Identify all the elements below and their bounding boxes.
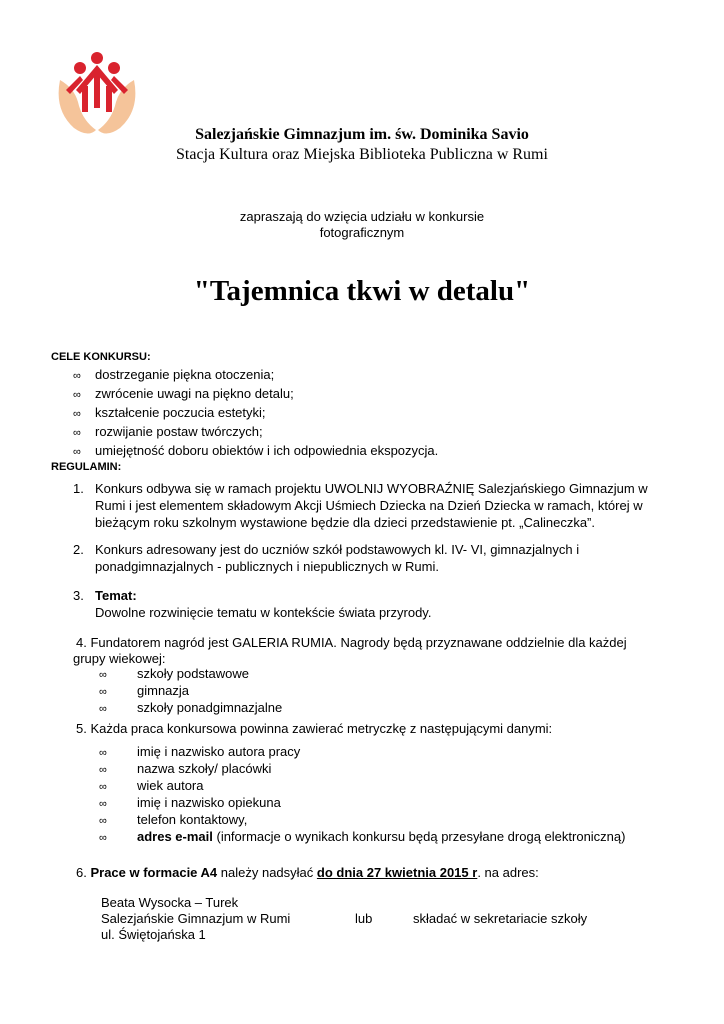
list-item: ∞ nazwa szkoły/ placówki xyxy=(99,761,272,776)
list-item: ∞ dostrzeganie piękna otoczenia; xyxy=(73,366,438,385)
rule-4: 4. Fundatorem nagród jest GALERIA RUMIA. Nagrody będą przyznawane oddzielnie dla każdej xyxy=(76,635,627,650)
infinity-bullet-icon: ∞ xyxy=(73,408,81,420)
list-item: ∞ gimnazja xyxy=(99,683,190,698)
goals-heading: CELE KONKURSU: xyxy=(51,351,151,363)
list-item: ∞ rozwijanie postaw twórczych; xyxy=(73,423,438,442)
list-item: ∞ telefon kontaktowy, xyxy=(99,812,248,827)
address-street: ul. Świętojańska 1 xyxy=(101,927,206,942)
list-item: ∞ wiek autora xyxy=(99,778,204,793)
rule-2: 2. Konkurs adresowany jest do uczniów szkół podstawowych kl. IV- VI, gimnazjalnych i ponadgimnazjalnych - publicznych i niepublicznych w Rumi. xyxy=(73,542,580,574)
infinity-bullet-icon: ∞ xyxy=(73,370,81,382)
list-item: ∞ umiejętność doboru obiektów i ich odpowiednia ekspozycja. xyxy=(73,442,438,461)
infinity-bullet-icon: ∞ xyxy=(99,686,107,698)
infinity-bullet-icon: ∞ xyxy=(73,389,81,401)
rule-6: 6. Prace w formacie A4 należy nadsyłać do dnia 27 kwietnia 2015 r. na adres: xyxy=(76,865,539,880)
rule-1: 1. Konkurs odbywa się w ramach projektu UWOLNIJ WYOBRAŹNIĘ Salezjańskiego Gimnazjum w Rumi i jest elementem składowym Akcji Uśmiech Dziecka na Dzień Dziecka w ramach, której w bieżącym roku szkolnym wystawione będzie dla dzieci przedstawienie pt. „Calineczka”. xyxy=(73,481,648,530)
goals-list xyxy=(73,366,438,461)
infinity-bullet-icon: ∞ xyxy=(99,781,107,793)
list-item: ∞ imię i nazwisko opiekuna xyxy=(99,795,281,810)
infinity-bullet-icon: ∞ xyxy=(99,703,107,715)
infinity-bullet-icon: ∞ xyxy=(99,832,107,844)
age-groups-list xyxy=(99,666,282,717)
school-name: Salezjańskie Gimnazjum im. św. Dominika Savio xyxy=(195,126,529,143)
metric-list xyxy=(99,744,625,846)
list-item: ∞ kształcenie poczucia estetyki; xyxy=(73,404,438,423)
deadline: do dnia 27 kwietnia 2015 r xyxy=(316,865,478,880)
list-item: ∞ imię i nazwisko autora pracy xyxy=(99,744,301,759)
rules-heading: REGULAMIN: xyxy=(51,461,122,473)
rule-3: 3. Temat: Dowolne rozwinięcie tematu w kontekście świata przyrody. xyxy=(73,588,432,620)
infinity-bullet-icon: ∞ xyxy=(99,815,107,827)
infinity-bullet-icon: ∞ xyxy=(99,747,107,759)
infinity-bullet-icon: ∞ xyxy=(99,764,107,776)
list-item: ∞ zwrócenie uwagi na piękno detalu; xyxy=(73,385,438,404)
address-alternative: składać w sekretariacie szkoły xyxy=(413,911,588,926)
list-item: ∞ adres e-mail (informacje o wynikach konkursu będą przesyłane drogą elektroniczną) xyxy=(99,829,626,844)
rule-4-continued: grupy wiekowej: xyxy=(73,651,166,666)
partners-line: Stacja Kultura oraz Miejska Biblioteka Publiczna w Rumi xyxy=(176,146,548,163)
rule-5: 5. Każda praca konkursowa powinna zawierać metryczkę z następującymi danymi: xyxy=(76,721,553,736)
address-or: lub xyxy=(355,911,373,926)
infinity-bullet-icon: ∞ xyxy=(99,798,107,810)
invitation-line-1: zapraszają do wzięcia udziału w konkursie xyxy=(239,209,485,224)
infinity-bullet-icon: ∞ xyxy=(73,427,81,439)
address-school: Salezjańskie Gimnazjum w Rumi xyxy=(101,911,291,926)
infinity-bullet-icon: ∞ xyxy=(99,669,107,681)
list-item: ∞ szkoły podstawowe xyxy=(99,666,249,681)
invitation xyxy=(0,209,724,241)
address-name: Beata Wysocka – Turek xyxy=(101,895,239,910)
email-label: adres e-mail xyxy=(137,829,213,844)
topic-label: Temat: xyxy=(95,588,137,603)
list-item: ∞ szkoły ponadgimnazjalne xyxy=(99,700,283,715)
format-label: Prace w formacie A4 xyxy=(90,865,218,880)
invitation-line-2: fotograficznym xyxy=(319,225,405,240)
infinity-bullet-icon: ∞ xyxy=(73,446,81,458)
contest-title: "Tajemnica tkwi w detalu" xyxy=(193,275,531,307)
